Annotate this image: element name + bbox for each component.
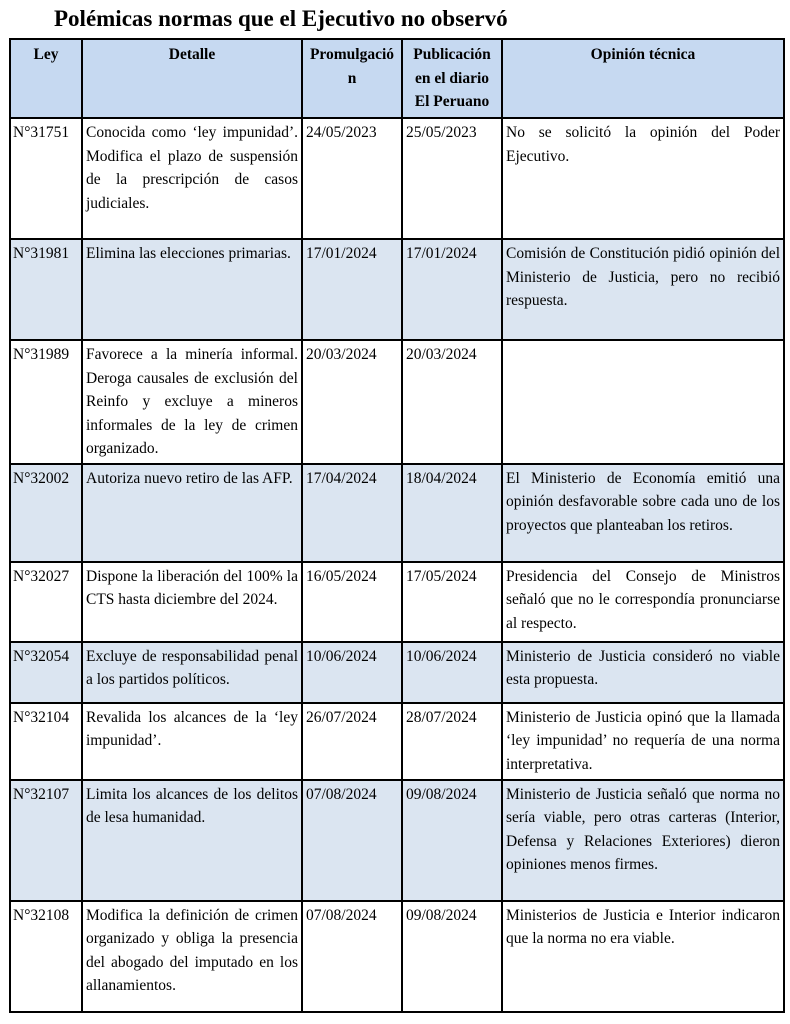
- header-opinion: Opinión técnica: [502, 39, 784, 118]
- cell-opinion: Presidencia del Consejo de Ministros señaló que no le correspondía pronunciarse al respecto.: [502, 562, 784, 642]
- cell-detalle: Limita los alcances de los delitos de lesa humanidad.: [82, 780, 302, 901]
- cell-promulgacion: 26/07/2024: [302, 703, 402, 780]
- cell-publicacion: 28/07/2024: [402, 703, 502, 780]
- cell-opinion: Ministerio de Justicia opinó que la llamada ‘ley impunidad’ no requería de una norma interpretativa.: [502, 703, 784, 780]
- cell-promulgacion: 10/06/2024: [302, 642, 402, 703]
- cell-ley: N°32108: [10, 901, 82, 1012]
- cell-ley: N°32054: [10, 642, 82, 703]
- table-header-row: [10, 39, 784, 118]
- cell-publicacion: 17/01/2024: [402, 239, 502, 340]
- cell-promulgacion: 17/01/2024: [302, 239, 402, 340]
- cell-publicacion: 09/08/2024: [402, 780, 502, 901]
- cell-opinion: Ministerios de Justicia e Interior indicaron que la norma no era viable.: [502, 901, 784, 1012]
- cell-ley: N°32104: [10, 703, 82, 780]
- cell-publicacion: 09/08/2024: [402, 901, 502, 1012]
- cell-promulgacion: 20/03/2024: [302, 340, 402, 464]
- cell-publicacion: 18/04/2024: [402, 464, 502, 562]
- cell-detalle: Favorece a la minería informal. Deroga causales de exclusión del Reinfo y excluye a mineros informales de la ley de crimen organizado.: [82, 340, 302, 464]
- cell-detalle: Modifica la definición de crimen organizado y obliga la presencia del abogado del imputado en los allanamientos.: [82, 901, 302, 1012]
- cell-ley: N°32027: [10, 562, 82, 642]
- cell-opinion: El Ministerio de Economía emitió una opinión desfavorable sobre cada uno de los proyectos que planteaban los retiros.: [502, 464, 784, 562]
- table-row: [10, 562, 784, 642]
- cell-opinion: Comisión de Constitución pidió opinión del Ministerio de Justicia, pero no recibió respuesta.: [502, 239, 784, 340]
- cell-detalle: Autoriza nuevo retiro de las AFP.: [82, 464, 302, 562]
- cell-ley: N°31981: [10, 239, 82, 340]
- cell-promulgacion: 07/08/2024: [302, 901, 402, 1012]
- table-row: [10, 464, 784, 562]
- table-row: [10, 703, 784, 780]
- table-row: [10, 901, 784, 1012]
- table-row: [10, 340, 784, 464]
- header-promulgacion: Promulgación: [302, 39, 402, 118]
- header-publicacion: Publicación en el diario El Peruano: [402, 39, 502, 118]
- table-row: [10, 239, 784, 340]
- cell-promulgacion: 07/08/2024: [302, 780, 402, 901]
- header-ley: Ley: [10, 39, 82, 118]
- cell-ley: N°31751: [10, 118, 82, 239]
- table-row: [10, 642, 784, 703]
- cell-promulgacion: 17/04/2024: [302, 464, 402, 562]
- cell-opinion: Ministerio de Justicia señaló que norma no sería viable, pero otras carteras (Interior, Defensa y Relaciones Exteriores) dieron opiniones menos firmes.: [502, 780, 784, 901]
- cell-opinion: [502, 340, 784, 464]
- cell-publicacion: 17/05/2024: [402, 562, 502, 642]
- cell-opinion: No se solicitó la opinión del Poder Ejecutivo.: [502, 118, 784, 239]
- cell-detalle: Excluye de responsabilidad penal a los partidos políticos.: [82, 642, 302, 703]
- table-row: [10, 118, 784, 239]
- cell-promulgacion: 16/05/2024: [302, 562, 402, 642]
- cell-publicacion: 10/06/2024: [402, 642, 502, 703]
- cell-ley: N°32107: [10, 780, 82, 901]
- header-detalle: Detalle: [82, 39, 302, 118]
- laws-table: [9, 38, 785, 1013]
- table-row: [10, 780, 784, 901]
- cell-promulgacion: 24/05/2023: [302, 118, 402, 239]
- page-title: Polémicas normas que el Ejecutivo no observó: [54, 6, 508, 31]
- cell-detalle: Revalida los alcances de la ‘ley impunidad’.: [82, 703, 302, 780]
- cell-detalle: Conocida como ‘ley impunidad’. Modifica el plazo de suspensión de la prescripción de casos judiciales.: [82, 118, 302, 239]
- cell-detalle: Elimina las elecciones primarias.: [82, 239, 302, 340]
- cell-publicacion: 20/03/2024: [402, 340, 502, 464]
- cell-ley: N°31989: [10, 340, 82, 464]
- cell-detalle: Dispone la liberación del 100% la CTS hasta diciembre del 2024.: [82, 562, 302, 642]
- cell-publicacion: 25/05/2023: [402, 118, 502, 239]
- cell-ley: N°32002: [10, 464, 82, 562]
- cell-opinion: Ministerio de Justicia consideró no viable esta propuesta.: [502, 642, 784, 703]
